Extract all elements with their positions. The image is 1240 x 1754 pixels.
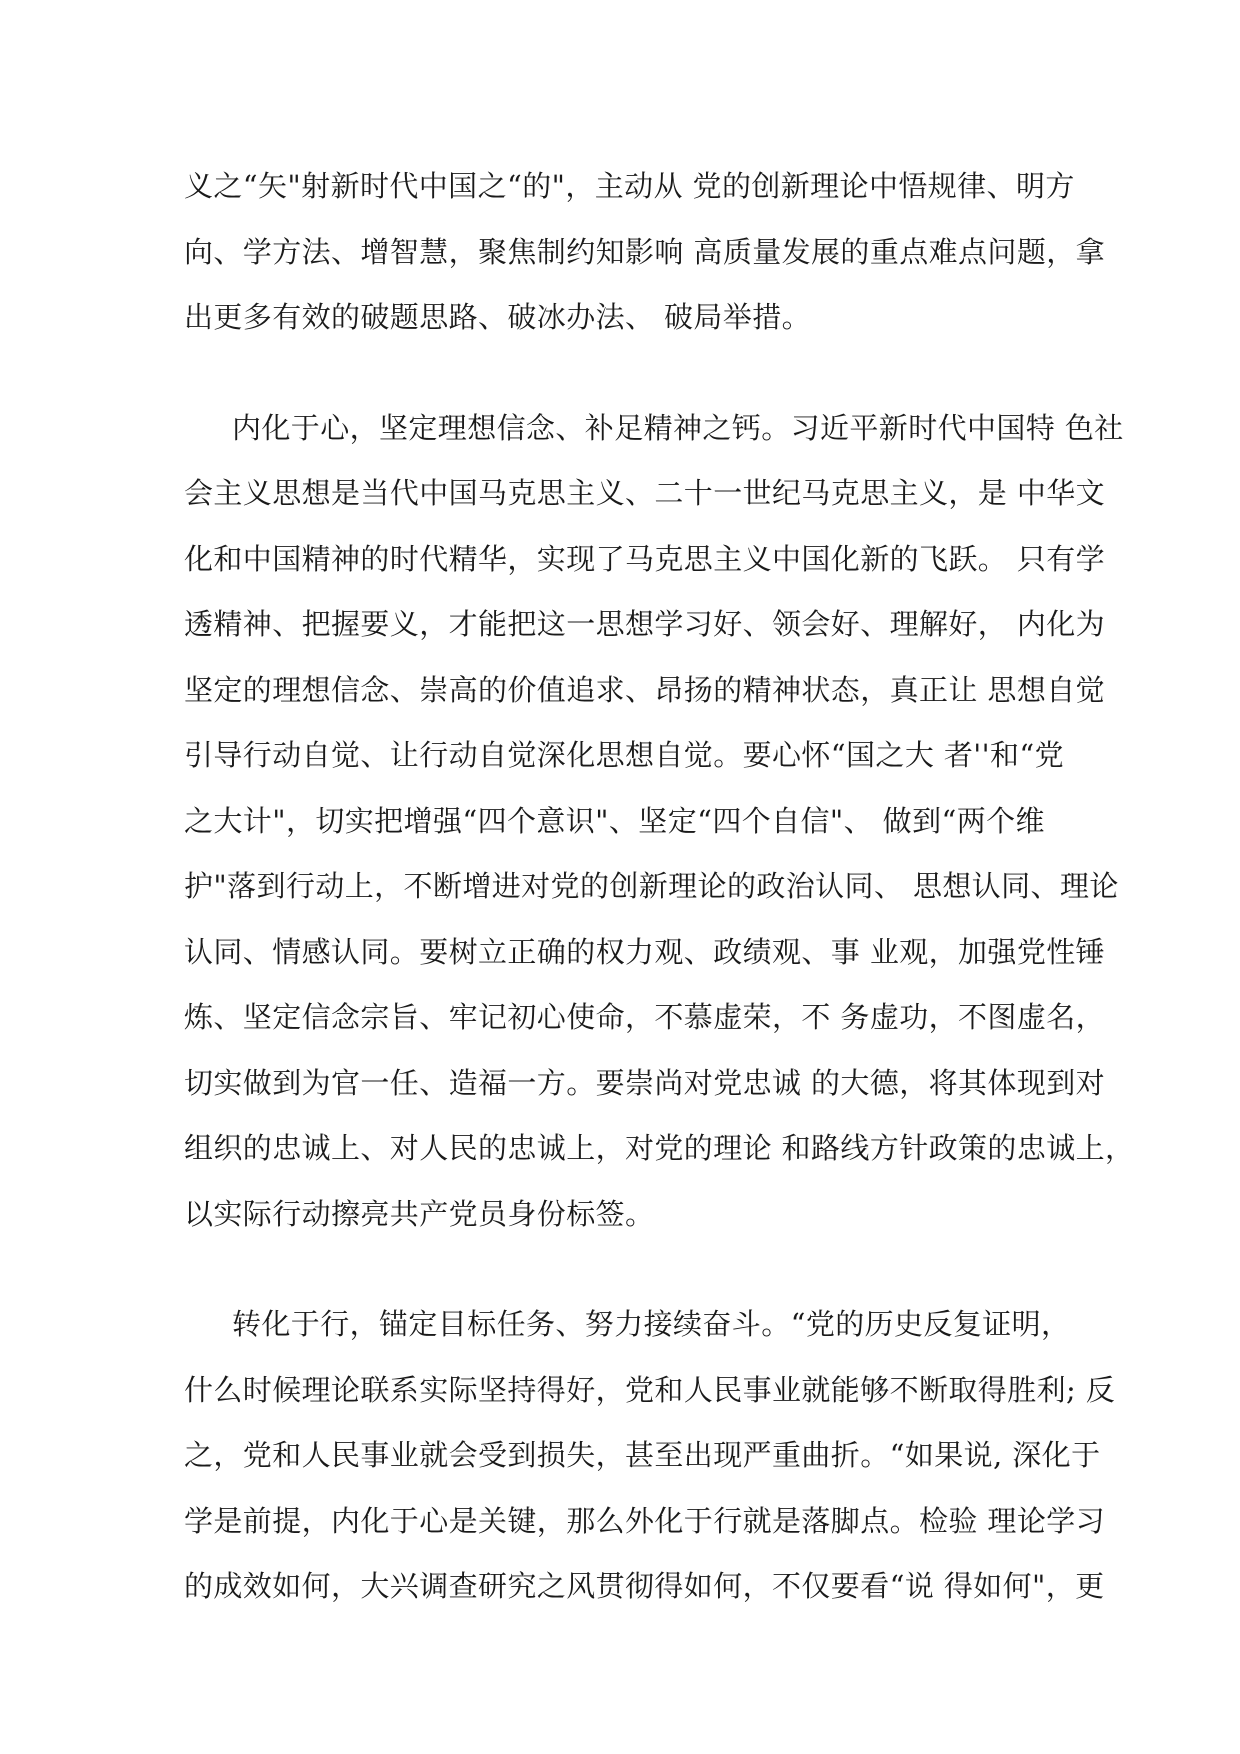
document-page	[184, 166, 1135, 1632]
text-line: 会主义思想是当代中国马克思主义、二十一世纪马克思主义，是 中华文	[184, 476, 1106, 510]
text-line: 向、学方法、增智慧，聚焦制约知影响 高质量发展的重点难点问题，拿	[184, 234, 1106, 269]
text-line: 炼、坚定信念宗旨、牢记初心使命，不慕虚荣，不 务虚功，不图虚名，	[184, 1000, 1106, 1034]
text-line: 引导行动自觉、让行动自觉深化思想自觉。要心怀“国之大 者''和“党	[184, 738, 1065, 772]
paragraph-2	[184, 408, 1135, 1234]
text-line: 切实做到为官一任、造福一方。要崇尚对党忠诚 的大德，将其体现到对	[184, 1065, 1106, 1100]
text-line: 什么时候理论联系实际坚持得好，党和人民事业就能够不断取得胜利; 反	[184, 1372, 1116, 1407]
paragraph-1	[184, 166, 1106, 337]
text-line: 认同、情感认同。要树立正确的权力观、政绩观、事 业观，加强党性锤	[184, 934, 1106, 969]
text-line: 透精神、把握要义，才能把这一思想学习好、领会好、理解好， 内化为	[184, 607, 1106, 641]
paragraph-3	[184, 1304, 1116, 1606]
text-line: 化和中国精神的时代精华，实现了马克思主义中国化新的飞跃。 只有学	[184, 541, 1106, 576]
text-line: 以实际行动擦亮共产党员身份标签。	[184, 1196, 655, 1231]
text-line: 的成效如何，大兴调查研究之风贯彻得如何，不仅要看“说 得如何"，更	[184, 1569, 1105, 1603]
text-line: 内化于心，坚定理想信念、补足精神之钙。习近平新时代中国特 色社	[232, 410, 1124, 445]
text-line: 之，党和人民事业就会受到损失，甚至出现严重曲折。“如果说, 深化于	[184, 1438, 1101, 1472]
text-line: 转化于行，锚定目标任务、努力接续奋斗。“党的历史反复证明，	[232, 1307, 1071, 1341]
text-line: 出更多有效的破题思路、破冰办法、 破局举措。	[184, 300, 812, 334]
text-line: 之大计"，切实把增强“四个意识"、坚定“四个自信"、 做到“两个维	[184, 803, 1045, 838]
text-line: 组织的忠诚上、对人民的忠诚上，对党的理论 和路线方针政策的忠诚上，	[184, 1131, 1135, 1165]
paragraph-gap	[184, 1259, 1084, 1304]
text-line: 义之“矢"射新时代中国之“的"，主动从 党的创新理论中悟规律、明方	[184, 169, 1075, 203]
text-line: 护"落到行动上，不断增进对党的创新理论的政治认同、 思想认同、理论	[184, 869, 1119, 903]
paragraph-gap	[184, 363, 1084, 408]
text-line: 学是前提，内化于心是关键，那么外化于行就是落脚点。检验 理论学习	[184, 1503, 1106, 1538]
text-line: 坚定的理想信念、崇高的价值追求、昂扬的精神状态，真正让 思想自觉	[184, 672, 1106, 707]
